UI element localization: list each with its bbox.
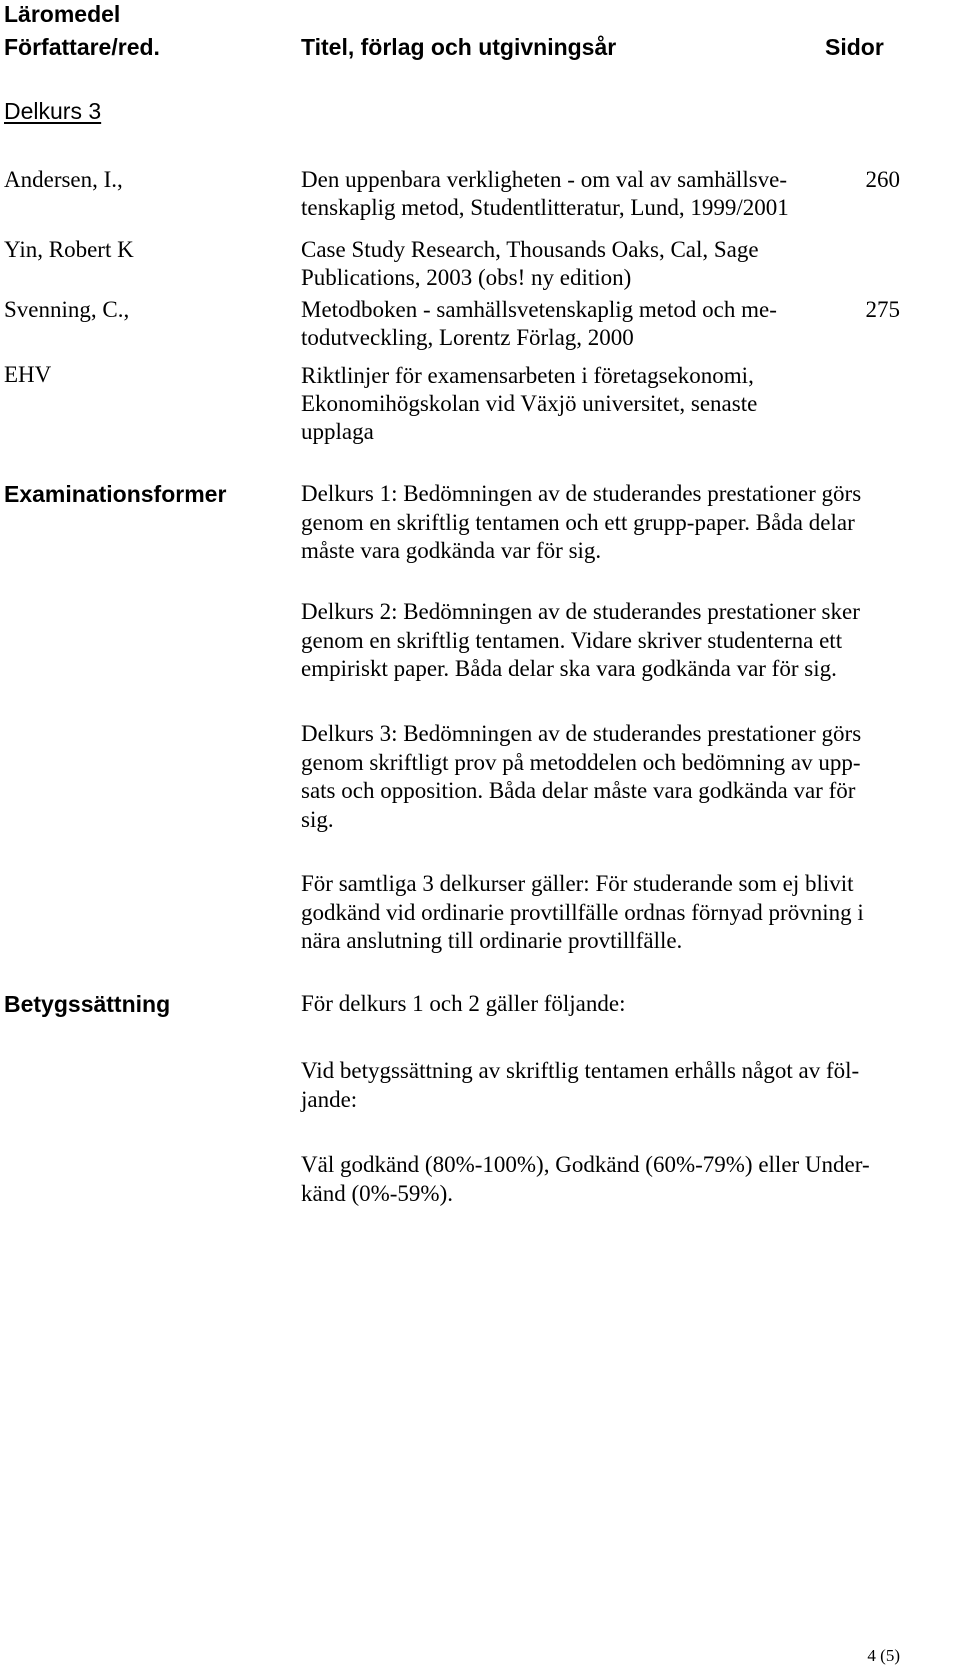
book-author: Yin, Robert K [4, 237, 134, 262]
examination-paragraph: Delkurs 2: Bedömningen av de studerandes prestationer sker genom en skriftlig tentamen. Vidare skriver studenterna ett empiriskt paper. Båda delar ska vara godkända var för sig. [301, 599, 860, 681]
book-author: EHV [4, 362, 52, 387]
book-title: Metodboken - samhällsvetenskaplig metod och me- todutveckling, Lorentz Förlag, 2000 [301, 297, 777, 350]
grading-paragraph: Vid betygssättning av skriftlig tentamen erhålls något av föl- jande: [301, 1058, 860, 1112]
book-pages: 260 [865, 167, 900, 192]
book-title: Riktlinjer för examensarbeten i företagsekonomi, Ekonomihögskolan vid Växjö universitet, senaste upplaga [301, 363, 758, 444]
examination-heading: Examinationsformer [4, 481, 227, 507]
header-laromedel: Läromedel [4, 1, 121, 27]
column-header-title: Titel, förlag och utgivningsår [301, 34, 617, 60]
book-title: Den uppenbara verkligheten - om val av samhällsve- tenskaplig metod, Studentlitteratur, Lund, 1999/2001 [301, 167, 789, 220]
book-title: Case Study Research, Thousands Oaks, Cal, Sage Publications, 2003 (obs! ny edition) [301, 237, 759, 290]
grading-heading: Betygssättning [4, 991, 171, 1017]
column-header-author: Författare/red. [4, 34, 160, 60]
column-header-pages: Sidor [825, 34, 884, 60]
book-pages: 275 [865, 297, 900, 322]
examination-paragraph: För samtliga 3 delkurser gäller: För studerande som ej blivit godkänd vid ordinarie provtillfälle ordnas förnyad prövning i nära anslutning till ordinarie provtillfälle. [301, 871, 864, 953]
section-heading-delkurs-3: Delkurs 3 [4, 98, 102, 124]
grading-paragraph: För delkurs 1 och 2 gäller följande: [301, 991, 626, 1016]
page-number: 4 (5) [867, 1646, 900, 1665]
book-author: Andersen, I., [4, 167, 123, 192]
examination-paragraph: Delkurs 3: Bedömningen av de studerandes prestationer görs genom skriftligt prov på metoddelen och bedömning av upp- sats och opposition. Båda delar måste vara godkända var för sig. [301, 721, 862, 832]
examination-paragraph: Delkurs 1: Bedömningen av de studerandes prestationer görs genom en skriftlig tentamen och ett grupp-paper. Båda delar måste vara godkända var för sig. [301, 481, 862, 563]
book-author: Svenning, C., [4, 297, 130, 322]
grading-paragraph: Väl godkänd (80%-100%), Godkänd (60%-79%) eller Under- känd (0%-59%). [301, 1152, 870, 1206]
